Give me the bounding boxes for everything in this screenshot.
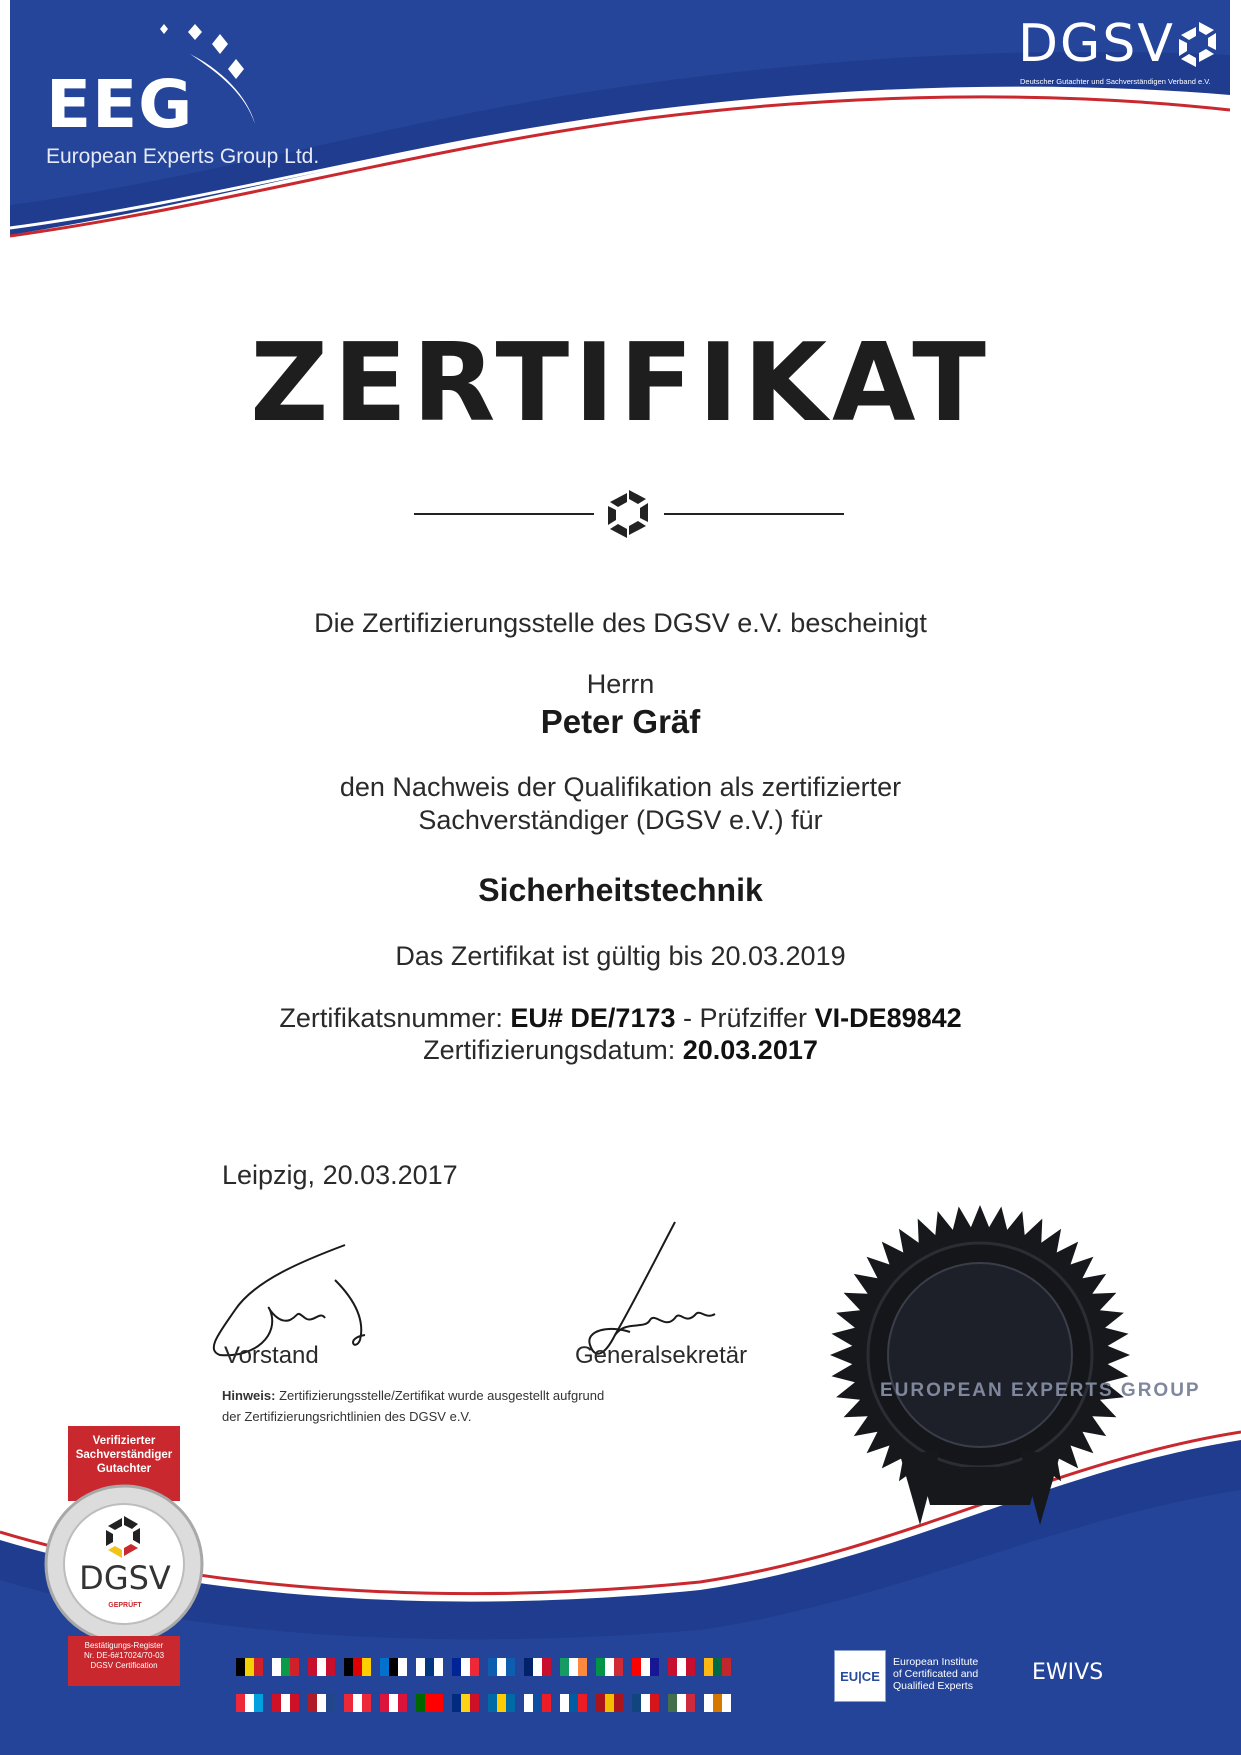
eeg-logo: EEG: [46, 66, 194, 143]
flag-stripe: [641, 1658, 650, 1676]
certificate-number: EU# DE/7173: [510, 1003, 676, 1033]
qualification-line-2: Sachverständiger (DGSV e.V.) für: [418, 805, 823, 835]
badge-footer-line-3: DGSV Certification: [90, 1661, 158, 1670]
flag-stripe: [344, 1694, 353, 1712]
flag-stripe: [452, 1658, 461, 1676]
flag-stripe: [362, 1658, 371, 1676]
signature-label-secretary: Generalsekretär: [575, 1342, 748, 1369]
title-divider: [414, 484, 854, 544]
flag-stripe: [650, 1658, 659, 1676]
flag-stripe: [614, 1658, 623, 1676]
badge-logo: DGSV: [79, 1559, 171, 1597]
flag-stripe: [452, 1694, 461, 1712]
certification-date-label: Zertifizierungsdatum:: [423, 1035, 676, 1065]
qualification-field: Sicherheitstechnik: [478, 872, 763, 908]
salutation: Herrn: [586, 669, 655, 699]
flag-stripe: [317, 1658, 326, 1676]
certificate-number-label: Zertifikatsnummer:: [279, 1003, 503, 1033]
flag-stripe: [236, 1694, 245, 1712]
badge-status: GEPRÜFT: [108, 1602, 142, 1609]
dgsv-emblem-icon: [608, 490, 648, 538]
euce-text: [893, 1656, 1003, 1692]
flag-stripe: [614, 1694, 623, 1712]
flag-stripe: [560, 1658, 569, 1676]
flag-stripe: [542, 1658, 551, 1676]
flag-stripe: [677, 1694, 686, 1712]
dgsv-subtitle: Deutscher Gutachter und Sachverständigen Verband e.V.: [1020, 77, 1211, 86]
flag-stripe: [488, 1694, 497, 1712]
flag-stripe: [533, 1658, 542, 1676]
check-digit: VI-DE89842: [814, 1003, 962, 1033]
note-text-2: der Zertifizierungsrichtlinien des DGSV e.V.: [222, 1409, 472, 1424]
flag-stripe: [245, 1694, 254, 1712]
ewivs-logo: EWIVS: [1032, 1660, 1104, 1685]
flag-stripe: [542, 1694, 551, 1712]
flag-stripe: [506, 1658, 515, 1676]
euce-logo: EU|CE: [834, 1650, 886, 1702]
flag-stripe: [245, 1658, 254, 1676]
seal-text: EUROPEAN EXPERTS GROUP: [880, 1380, 1201, 1401]
flag-stripe: [326, 1694, 335, 1712]
flag-stripe: [434, 1694, 443, 1712]
eu-flags: [236, 1654, 776, 1734]
eeg-subtitle: European Experts Group Ltd.: [46, 145, 320, 168]
flag-stripe: [317, 1694, 326, 1712]
flag-stripe: [497, 1658, 506, 1676]
certificate-number-line: [0, 1003, 1241, 1034]
flag-stripe: [488, 1658, 497, 1676]
flag-stripe: [650, 1694, 659, 1712]
note-text-1: Zertifizierungsstelle/Zertifikat wurde ausgestellt aufgrund: [279, 1388, 605, 1403]
flag-stripe: [425, 1658, 434, 1676]
qualification-line-1: den Nachweis der Qualifikation als zertifizierter: [339, 772, 902, 802]
flag-stripe: [434, 1658, 443, 1676]
eeg-seal: [800, 1185, 1160, 1565]
flag-stripe: [326, 1658, 335, 1676]
flag-stripe: [308, 1658, 317, 1676]
flag-stripe: [389, 1658, 398, 1676]
flag-stripe: [668, 1658, 677, 1676]
flag-stripe: [596, 1694, 605, 1712]
flag-stripe: [704, 1694, 713, 1712]
flag-stripe: [254, 1658, 263, 1676]
flag-stripe: [524, 1694, 533, 1712]
flag-stripe: [236, 1658, 245, 1676]
euce-line-1: European Institute: [893, 1656, 979, 1668]
flag-stripe: [632, 1658, 641, 1676]
euce-line-2: of Certificated and: [893, 1668, 979, 1680]
flag-stripe: [677, 1658, 686, 1676]
flag-stripe: [398, 1658, 407, 1676]
dgsv-logo: DGSV: [1018, 14, 1175, 74]
flag-stripe: [272, 1694, 281, 1712]
flag-stripe: [308, 1694, 317, 1712]
signature-label-board: Vorstand: [224, 1342, 319, 1369]
badge-footer-line-1: Bestätigungs-Register: [84, 1641, 164, 1650]
flag-stripe: [668, 1694, 677, 1712]
flag-stripe: [722, 1658, 731, 1676]
flag-stripe: [344, 1658, 353, 1676]
dgsv-emblem-icon: [1176, 20, 1222, 70]
flag-stripe: [470, 1694, 479, 1712]
flag-stripe: [353, 1694, 362, 1712]
flag-stripe: [398, 1694, 407, 1712]
flag-stripe: [632, 1694, 641, 1712]
flag-stripe: [722, 1694, 731, 1712]
flag-stripe: [281, 1658, 290, 1676]
badge-footer-line-2: Nr. DE-6#17024/70-03: [83, 1651, 165, 1660]
flag-stripe: [704, 1658, 713, 1676]
flag-stripe: [461, 1694, 470, 1712]
note-label: Hinweis:: [222, 1388, 276, 1403]
note: [222, 1385, 682, 1427]
flag-stripe: [362, 1694, 371, 1712]
flag-stripe: [272, 1658, 281, 1676]
certification-date: 20.03.2017: [682, 1035, 818, 1065]
badge-header-line-3: Gutachter: [96, 1463, 152, 1475]
flag-stripe: [686, 1658, 695, 1676]
badge-footer: [68, 1636, 180, 1686]
flag-stripe: [416, 1658, 425, 1676]
euce-line-3: Qualified Experts: [893, 1680, 973, 1692]
flag-stripe: [578, 1694, 587, 1712]
flag-stripe: [470, 1658, 479, 1676]
certification-date-line: [0, 1035, 1241, 1066]
flag-stripe: [425, 1694, 434, 1712]
flag-stripe: [641, 1694, 650, 1712]
place-date: Leipzig, 20.03.2017: [222, 1160, 458, 1190]
flag-stripe: [281, 1694, 290, 1712]
certificate-title: ZERTIFIKAT: [250, 321, 991, 446]
flag-stripe: [605, 1658, 614, 1676]
flag-stripe: [569, 1658, 578, 1676]
flag-stripe: [389, 1694, 398, 1712]
flag-stripe: [461, 1658, 470, 1676]
badge-header-line-1: Verifizierter: [92, 1435, 156, 1447]
flag-stripe: [524, 1658, 533, 1676]
flag-stripe: [605, 1694, 614, 1712]
flag-stripe: [416, 1694, 425, 1712]
flag-stripe: [578, 1658, 587, 1676]
check-digit-label: - Prüfziffer: [683, 1003, 808, 1033]
flag-stripe: [560, 1694, 569, 1712]
flag-stripe: [596, 1658, 605, 1676]
badge-header-line-2: Sachverständiger: [75, 1449, 173, 1461]
flag-stripe: [290, 1658, 299, 1676]
flag-stripe: [686, 1694, 695, 1712]
validity-text: Das Zertifikat ist gültig bis 20.03.2019: [395, 941, 846, 971]
flag-stripe: [497, 1694, 506, 1712]
flag-stripe: [353, 1658, 362, 1676]
flag-stripe: [713, 1658, 722, 1676]
flag-stripe: [713, 1694, 722, 1712]
flag-stripe: [254, 1694, 263, 1712]
flag-stripe: [290, 1694, 299, 1712]
flag-stripe: [380, 1694, 389, 1712]
flag-stripe: [533, 1694, 542, 1712]
holder-name: Peter Gräf: [540, 703, 701, 740]
flag-stripe: [380, 1658, 389, 1676]
flag-stripe: [569, 1694, 578, 1712]
flag-stripe: [506, 1694, 515, 1712]
intro-text: Die Zertifizierungsstelle des DGSV e.V. bescheinigt: [314, 608, 927, 638]
